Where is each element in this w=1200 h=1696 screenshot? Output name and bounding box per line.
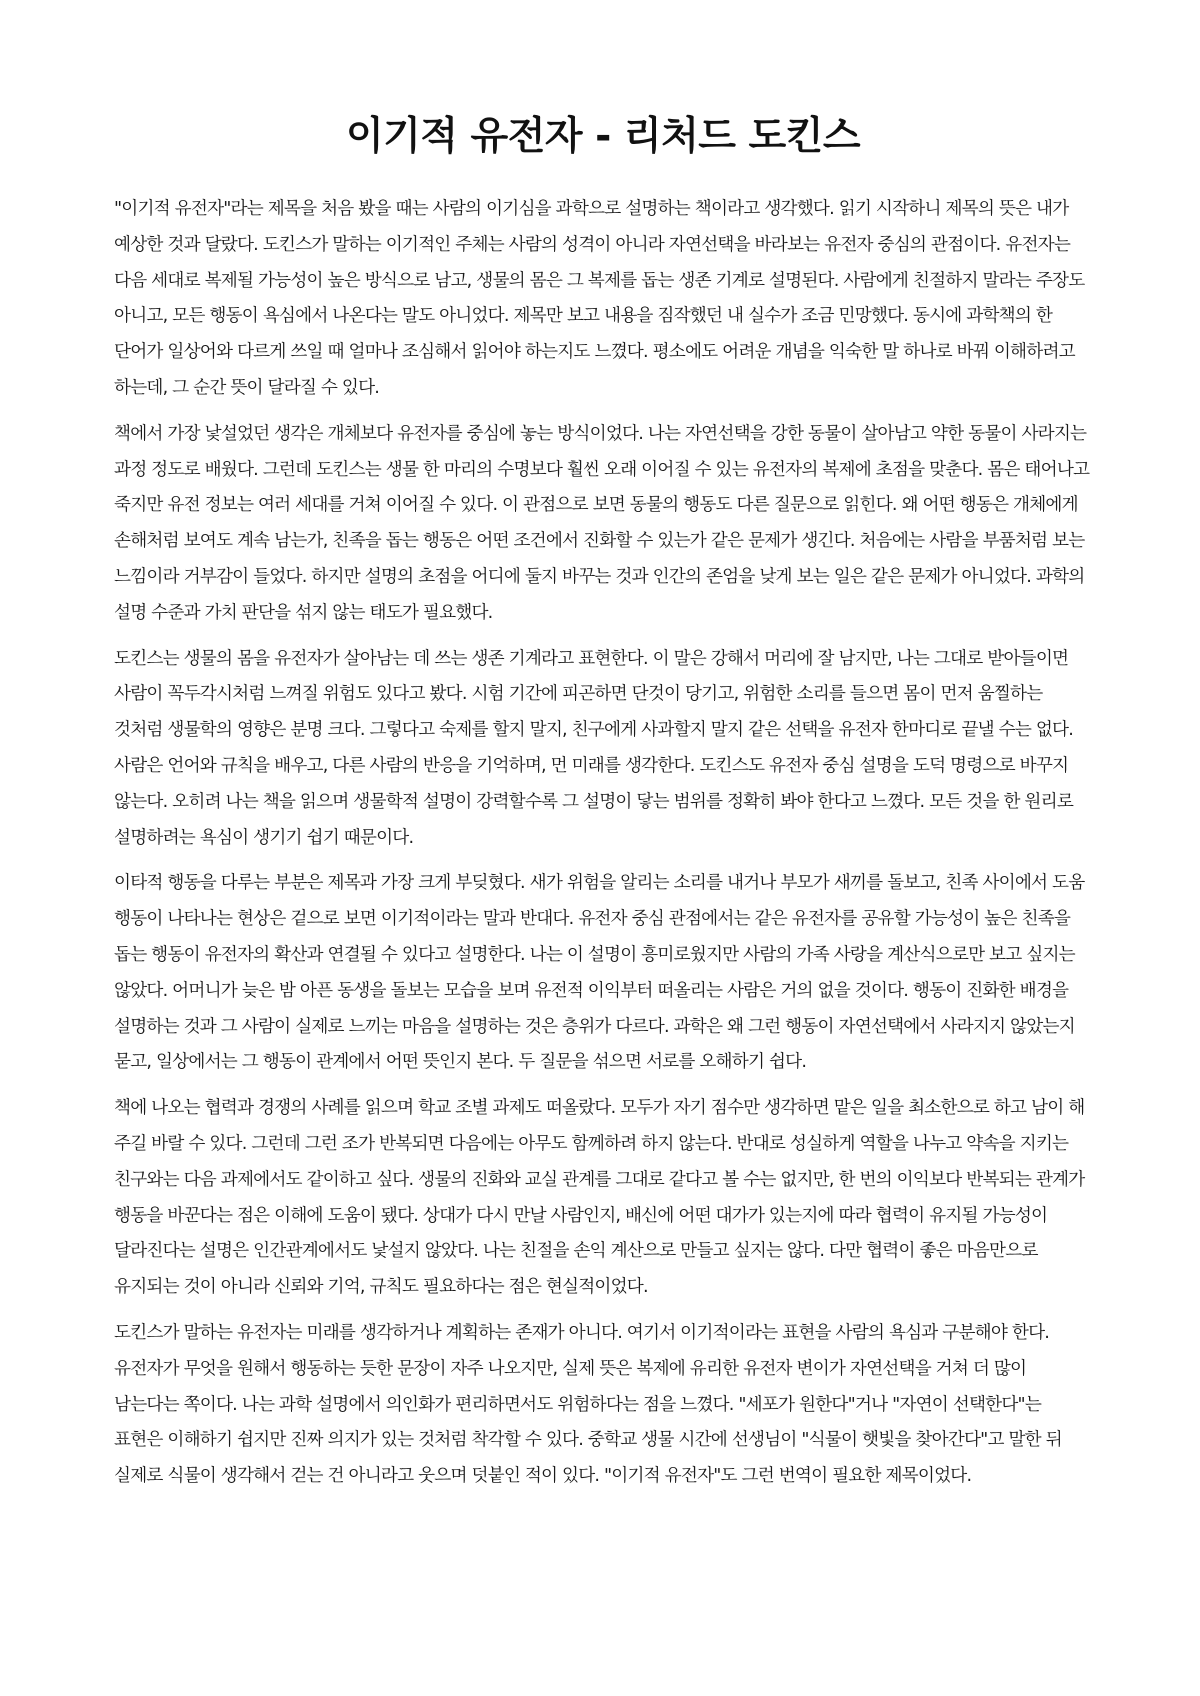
- paragraph: 책에 나오는 협력과 경쟁의 사례를 읽으며 학교 조별 과제도 떠올랐다. 모두가 자기 점수만 생각하면 맡은 일을 최소한으로 하고 남이 해 주길 바랄 수 있다. 그런데 그런 조가 반복되면 다음에는 아무도 함께하려 하지 않는다. 반대로 성실하게 역할을 나누고 약속을 지키는 친구와는 다음 과제에서도 같이하고 싶다. 생물의 진화와 교실 관계를 그대로 같다고 볼 수는 없지만, 한 번의 이익보다 반복되는 관계가 행동을 바꾼다는 점은 이해에 도움이 됐다. 상대가 다시 만날 사람인지, 배신에 어떤 대가가 있는지에 따라 협력이 유지될 가능성이 달라진다는 설명은 인간관계에서도 낯설지 않았다. 나는 친절을 손익 계산으로 만들고 싶지는 않다. 다만 협력이 좋은 마음만으로 유지되는 것이 아니라 신뢰와 기억, 규칙도 필요하다는 점은 현실적이었다.: [114, 1098, 1085, 1298]
- paragraph: 도킨스는 생물의 몸을 유전자가 살아남는 데 쓰는 생존 기계라고 표현한다. 이 말은 강해서 머리에 잘 남지만, 나는 그대로 받아들이면 사람이 꼭두각시처럼 느껴질 위험도 있다고 봤다. 시험 기간에 피곤하면 단것이 당기고, 위험한 소리를 들으면 몸이 먼저 움찔하는 것처럼 생물학의 영향은 분명 크다. 그렇다고 숙제를 할지 말지, 친구에게 사과할지 말지 같은 선택을 유전자 한마디로 끝낼 수는 없다. 사람은 언어와 규칙을 배우고, 다른 사람의 반응을 기억하며, 먼 미래를 생각한다. 도킨스도 유전자 중심 설명을 도덕 명령으로 바꾸지 않는다. 오히려 나는 책을 읽으며 생물학적 설명이 강력할수록 그 설명이 닿는 범위를 정확히 봐야 한다고 느꼈다. 모든 것을 한 원리로 설명하려는 욕심이 생기기 쉽기 때문이다.: [114, 648, 1074, 848]
- document-body: [114, 192, 1092, 1495]
- document-title: 이기적 유전자 - 리처드 도킨스: [345, 114, 861, 159]
- paragraph: 이타적 행동을 다루는 부분은 제목과 가장 크게 부딪혔다. 새가 위험을 알리는 소리를 내거나 부모가 새끼를 돌보고, 친족 사이에서 도움 행동이 나타나는 현상은 겉으로 보면 이기적이라는 말과 반대다. 유전자 중심 관점에서는 같은 유전자를 공유할 가능성이 높은 친족을 돕는 행동이 유전자의 확산과 연결될 수 있다고 설명한다. 나는 이 설명이 흥미로웠지만 사람의 가족 사랑을 계산식으로만 보고 싶지는 않았다. 어머니가 늦은 밤 아픈 동생을 돌보는 모습을 보며 유전적 이익부터 떠올리는 사람은 거의 없을 것이다. 행동이 진화한 배경을 설명하는 것과 그 사람이 실제로 느끼는 마음을 설명하는 것은 층위가 다르다. 과학은 왜 그런 행동이 자연선택에서 사라지지 않았는지 묻고, 일상에서는 그 행동이 관계에서 어떤 뜻인지 본다. 두 질문을 섞으면 서로를 오해하기 쉽다.: [114, 873, 1085, 1073]
- paragraph: "이기적 유전자"라는 제목을 처음 봤을 때는 사람의 이기심을 과학으로 설명하는 책이라고 생각했다. 읽기 시작하니 제목의 뜻은 내가 예상한 것과 달랐다. 도킨스가 말하는 이기적인 주체는 사람의 성격이 아니라 자연선택을 바라보는 유전자 중심의 관점이다. 유전자는 다음 세대로 복제될 가능성이 높은 방식으로 남고, 생물의 몸은 그 복제를 돕는 생존 기계로 설명된다. 사람에게 친절하지 말라는 주장도 아니고, 모든 행동이 욕심에서 나온다는 말도 아니었다. 제목만 보고 내용을 짐작했던 내 실수가 조금 민망했다. 동시에 과학책의 한 단어가 일상어와 다르게 쓰일 때 얼마나 조심해서 읽어야 하는지도 느꼈다. 평소에도 어려운 개념을 익숙한 말 하나로 바꿔 이해하려고 하는데, 그 순간 뜻이 달라질 수 있다.: [114, 199, 1085, 398]
- paragraph: 책에서 가장 낯설었던 생각은 개체보다 유전자를 중심에 놓는 방식이었다. 나는 자연선택을 강한 동물이 살아남고 약한 동물이 사라지는 과정 정도로 배웠다. 그런데 도킨스는 생물 한 마리의 수명보다 훨씬 오래 이어질 수 있는 유전자의 복제에 초점을 맞춘다. 몸은 태어나고 죽지만 유전 정보는 여러 세대를 거쳐 이어질 수 있다. 이 관점으로 보면 동물의 행동도 다른 질문으로 읽힌다. 왜 어떤 행동은 개체에게 손해처럼 보여도 계속 남는가, 친족을 돕는 행동은 어떤 조건에서 진화할 수 있는가 같은 문제가 생긴다. 처음에는 사람을 부품처럼 보는 느낌이라 거부감이 들었다. 하지만 설명의 초점을 어디에 둘지 바꾸는 것과 인간의 존엄을 낮게 보는 일은 같은 문제가 아니었다. 과학의 설명 수준과 가치 판단을 섞지 않는 태도가 필요했다.: [114, 423, 1090, 623]
- paragraph: 도킨스가 말하는 유전자는 미래를 생각하거나 계획하는 존재가 아니다. 여기서 이기적이라는 표현을 사람의 욕심과 구분해야 한다. 유전자가 무엇을 원해서 행동하는 듯한 문장이 자주 나오지만, 실제 뜻은 복제에 유리한 유전자 변이가 자연선택을 거쳐 더 많이 남는다는 쪽이다. 나는 과학 설명에서 의인화가 편리하면서도 위험하다는 점을 느꼈다. "세포가 원한다"거나 "자연이 선택한다"는 표현은 이해하기 쉽지만 진짜 의지가 있는 것처럼 착각할 수 있다. 중학교 생물 시간에 선생님이 "식물이 햇빛을 찾아간다"고 말한 뒤 실제로 식물이 생각해서 걷는 건 아니라고 웃으며 덧붙인 적이 있다. "이기적 유전자"도 그런 번역이 필요한 제목이었다.: [114, 1322, 1062, 1487]
